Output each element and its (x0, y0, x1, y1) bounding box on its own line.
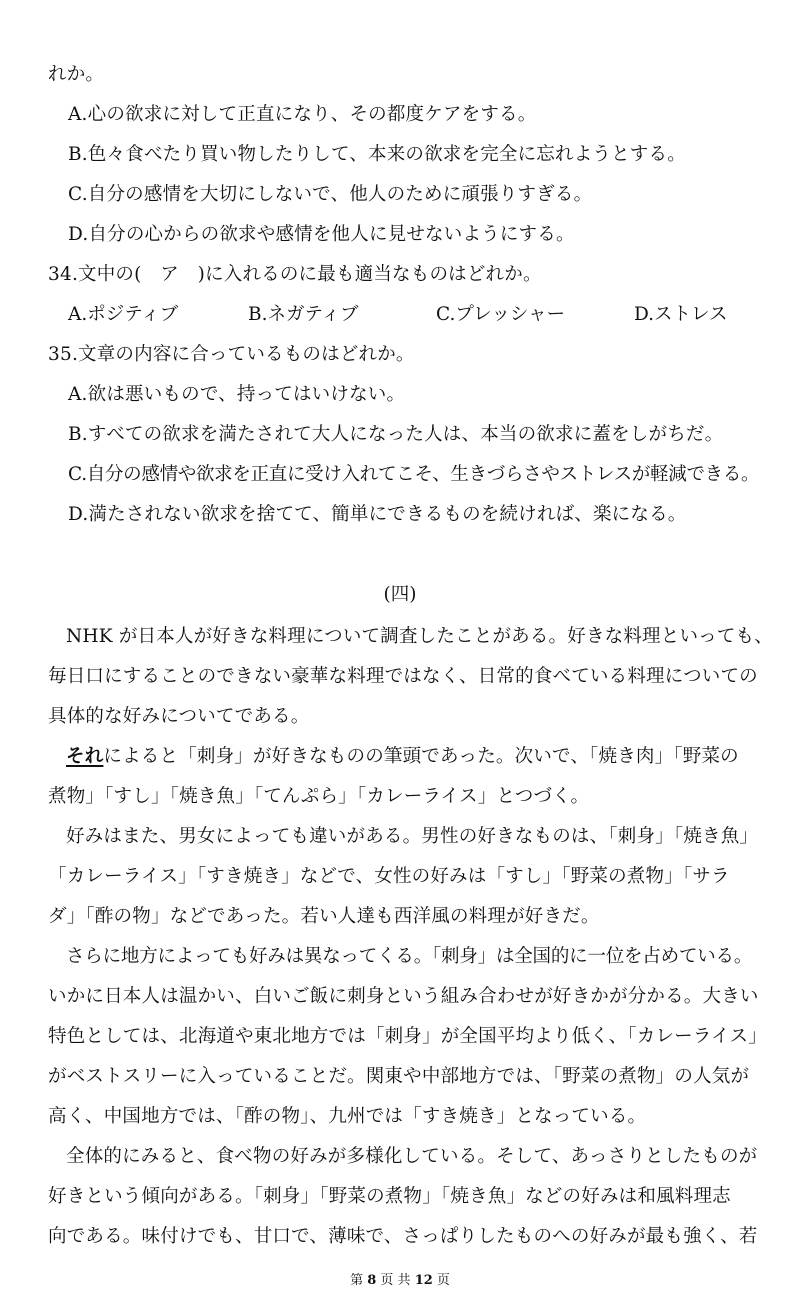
passage-p5-line3: 向である。味付けでも、甘口で、薄味で、さっぱりしたものへの好みが最も強く、若 (48, 1226, 758, 1247)
footer-page-number: 8 (367, 1273, 377, 1288)
passage-p4-line5: 高く、中国地方では、「酢の物」、九州では「すき焼き」となっている。 (48, 1106, 647, 1127)
footer-prefix: 第 (350, 1273, 364, 1288)
passage-p3-line1: 好みはまた、男女によっても違いがある。男性の好きなものは、「刺身」「焼き魚」 (66, 826, 759, 847)
q33-option-a: A.心の欲求に対して正直になり、その都度ケアをする。 (68, 104, 537, 125)
q35-option-d: D.満たされない欲求を捨てて、簡単にできるものを続ければ、楽になる。 (68, 504, 687, 525)
passage-p1-line3: 具体的な好みについてである。 (48, 706, 310, 727)
q35-question: 35.文章の内容に合っているものはどれか。 (48, 344, 415, 365)
passage-p1-line1: NHK が日本人が好きな料理について調査したことがある。好きな料理といっても、 (66, 626, 773, 647)
q35-option-b: B.すべての欲求を満たされて大人になった人は、本当の欲求に蓋をしがちだ。 (68, 424, 724, 445)
passage-p2-line2: 煮物」「すし」「焼き魚」「てんぷら」「カレーライス」とつづく。 (48, 786, 590, 807)
q34-option-d: D.ストレス (634, 304, 728, 325)
q35-option-c: C.自分の感情や欲求を正直に受け入れてこそ、生きづらさやストレスが軽減できる。 (68, 464, 760, 485)
passage-p4-line1: さらに地方によっても好みは異なってくる。「刺身」は全国的に一位を占めている。 (66, 946, 753, 967)
footer-suffix: 页 (436, 1273, 450, 1288)
passage-p2-line1-rest: によると「刺身」が好きなものの筆頭であった。次いで、「焼き肉」「野菜の (103, 746, 739, 767)
q33-option-d: D.自分の心からの欲求や感情を他人に見せないようにする。 (68, 224, 575, 245)
q34-question: 34.文中の( ア )に入れるのに最も適当なものはどれか。 (48, 264, 542, 285)
q33-tail: れか。 (48, 64, 105, 85)
q35-option-a: A.欲は悪いもので、持ってはいけない。 (68, 384, 406, 405)
passage-p4-line2: いかに日本人は温かい、白いご飯に刺身という組み合わせが好きかが分かる。大きい (48, 986, 759, 1007)
passage-p2-line1 (66, 744, 739, 770)
section-title: (四) (383, 584, 417, 605)
page-footer (0, 1272, 800, 1290)
passage-p4-line4: がベストスリーに入っていることだ。関東や中部地方では、「野菜の煮物」の人気が (48, 1066, 750, 1087)
q33-option-b: B.色々食べたり買い物したりして、本来の欲求を完全に忘れようとする。 (68, 144, 686, 165)
q34-options (0, 302, 800, 328)
q34-option-c: C.プレッシャー (436, 304, 566, 325)
q34-option-b: B.ネガティブ (248, 304, 359, 325)
passage-p5-line2: 好きという傾向がある。「刺身」「野菜の煮物」「焼き魚」などの好みは和風料理志 (48, 1186, 731, 1207)
passage-p4-line3: 特色としては、北海道や東北地方では「刺身」が全国平均より低く、「カレーライス」 (48, 1026, 767, 1047)
passage-p1-line2: 毎日口にすることのできない豪華な料理ではなく、日常的食べている料理についての (48, 666, 758, 687)
q34-option-a: A.ポジティブ (68, 304, 179, 325)
passage-p3-line2: 「カレーライス」「すき焼き」などで、女性の好みは「すし」「野菜の煮物」「サラ (48, 866, 730, 887)
q33-option-c: C.自分の感情を大切にしないで、他人のために頑張りすぎる。 (68, 184, 593, 205)
footer-middle: 页 共 (380, 1273, 411, 1288)
underlined-referent: それ (66, 746, 104, 767)
footer-total-pages: 12 (414, 1273, 433, 1288)
passage-p5-line1: 全体的にみると、食べ物の好みが多様化している。そして、あっさりとしたものが (66, 1146, 758, 1167)
passage-p3-line3: ダ」「酢の物」などであった。若い人達も西洋風の料理が好きだ。 (48, 906, 600, 927)
